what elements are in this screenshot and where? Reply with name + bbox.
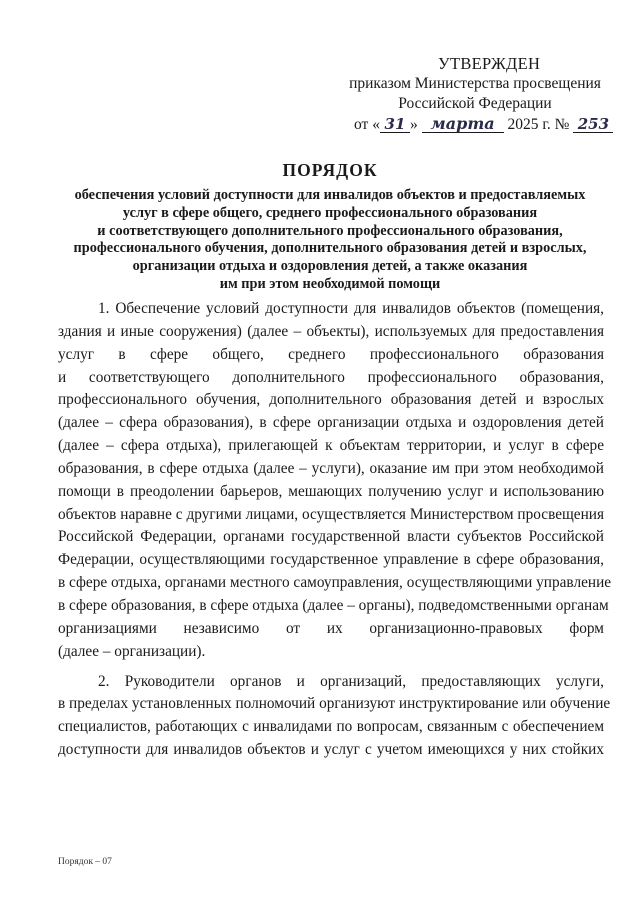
date-mid: » <box>409 116 418 133</box>
document-body <box>58 298 612 762</box>
text-line: образования, в сфере отдыха (далее – услуги), оказание им при этом необходимой <box>58 459 604 477</box>
page-footer: Порядок – 07 <box>58 857 112 867</box>
text-line: в сфере отдыха, органами местного самоуправления, осуществляющими управление <box>58 574 612 592</box>
text-line: в пределах установленных полномочий организуют инструктирование или обучение <box>58 695 611 713</box>
text-line: (далее – сфера образования), в сфере организации отдыха и оздоровления детей <box>58 414 604 432</box>
text-line: Федерации, осуществляющими государственное управление в сфере образования, <box>58 551 604 569</box>
text-line: (далее – организации). <box>58 642 206 660</box>
text-line: услуг в сфере общего, среднего профессионального образования <box>58 345 604 363</box>
title-line: обеспечения условий доступности для инвалидов объектов и предоставляемых <box>74 187 586 203</box>
approval-title: УТВЕРЖДЕН <box>438 54 541 73</box>
text-line: Российской Федерации, органами государственной власти субъектов Российской <box>58 528 604 546</box>
title-line: им при этом необходимой помощи <box>219 275 441 292</box>
text-line: здания и иные сооружения) (далее – объекты), используемых для предоставления <box>58 322 604 340</box>
document-title: ПОРЯДОК <box>282 160 378 180</box>
handwritten-day: 31 <box>380 116 410 133</box>
text-line: и соответствующего дополнительного профессионального образования, <box>58 368 604 386</box>
title-line: организации отдыха и оздоровления детей, а также оказания <box>132 258 528 275</box>
text-line: (далее – сфера отдыха), прилегающей к объектам территории, и услуг в сфере <box>58 437 604 455</box>
text-line: помощи в преодолении барьеров, мешающих получению услуг и использованию <box>58 482 604 500</box>
title-line: профессионального обучения, дополнительного образования детей и взрослых, <box>73 240 587 257</box>
paragraph-1 <box>58 298 612 664</box>
paragraph-2 <box>58 671 611 762</box>
text-line: 1. Обеспечение условий доступности для инвалидов объектов (помещения, <box>98 300 604 317</box>
text-line: в сфере образования, в сфере отдыха (далее – органы), подведомственными органам <box>58 596 609 614</box>
handwritten-month: марта <box>422 116 504 133</box>
text-line: объектов наравне с другими лицами, осуществляется Министерством просвещения <box>58 505 604 523</box>
title-line: услуг в сфере общего, среднего профессионального образования <box>122 204 538 221</box>
text-line: организациями независимо от их организационно-правовых форм <box>58 619 604 637</box>
text-line: специалистов, работающих с инвалидами по вопросам, связанным с обеспечением <box>58 718 604 736</box>
text-line: доступности для инвалидов объектов и услуг с учетом имеющихся у них стойких <box>58 741 604 759</box>
handwritten-order-number: 253 <box>573 116 613 133</box>
approval-date-line <box>340 115 610 135</box>
title-line: и соответствующего дополнительного профессионального образования, <box>97 222 563 239</box>
text-line: 2. Руководители органов и организаций, предоставляющих услуги, <box>98 672 604 690</box>
date-prefix: от « <box>354 116 380 133</box>
approval-stamp <box>340 54 610 135</box>
date-year: 2025 г. № <box>507 116 570 133</box>
text-line: профессионального обучения, дополнительного образования детей и взрослых <box>58 391 604 409</box>
approval-order-line: приказом Министерства просвещения <box>349 75 601 92</box>
approval-ministry-line: Российской Федерации <box>398 95 552 112</box>
document-title-block <box>40 160 620 294</box>
